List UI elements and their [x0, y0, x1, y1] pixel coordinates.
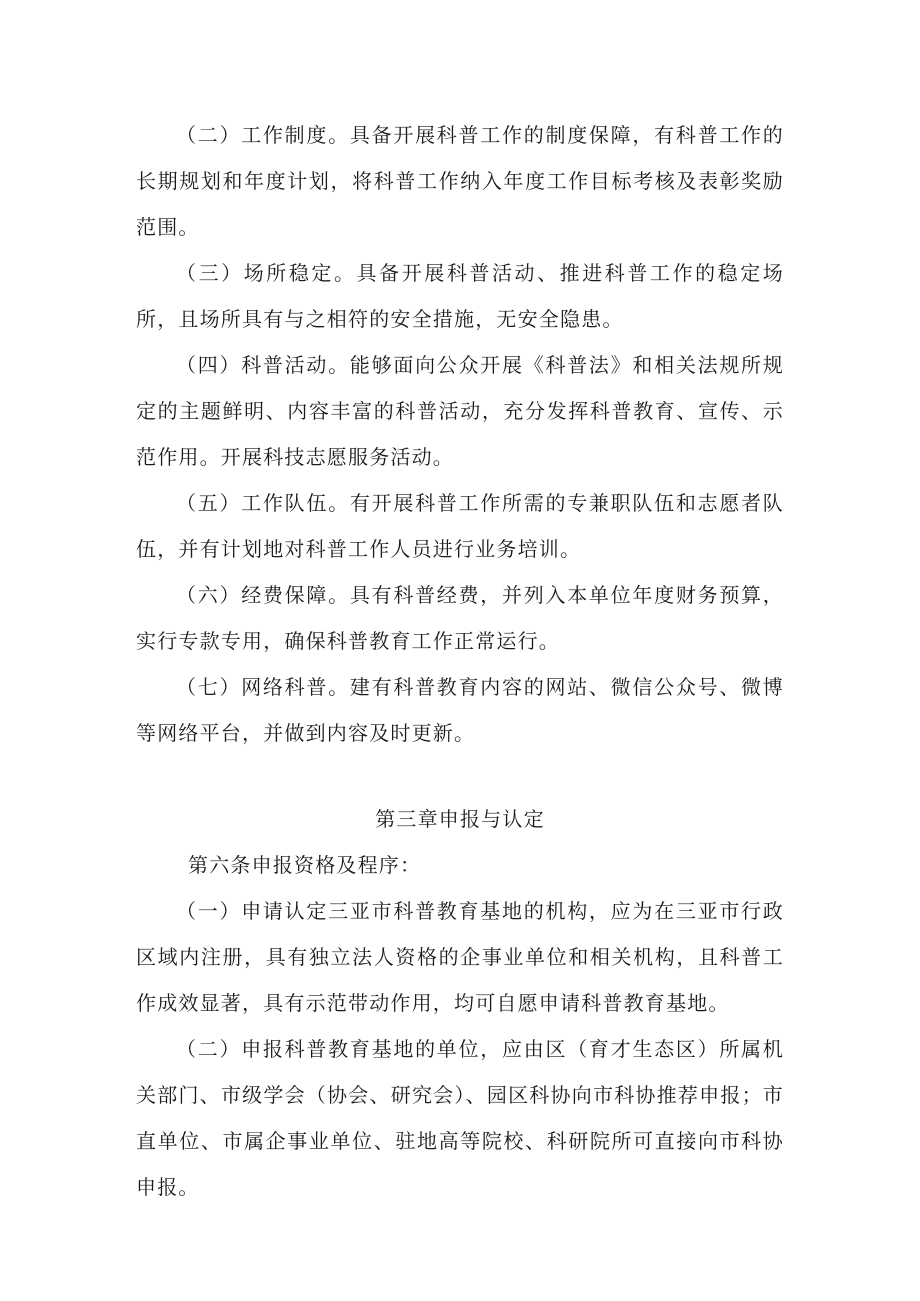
- paragraph-online-science: （七）网络科普。建有科普教育内容的网站、微信公众号、微博等网络平台，并做到内容及时更新。: [136, 675, 784, 745]
- chapter-title: 第三章申报与认定: [375, 807, 545, 831]
- document-body: [136, 112, 784, 1210]
- paragraph-work-team: （五）工作队伍。有开展科普工作所需的专兼职队伍和志愿者队伍，并有计划地对科普工作人员进行业务培训。: [136, 491, 784, 561]
- paragraph-stable-venue: （三）场所稳定。具备开展科普活动、推进科普工作的稳定场所，且场所具有与之相符的安全措施，无安全隐患。: [136, 261, 784, 331]
- article-heading: 第六条申报资格及程序：: [188, 853, 422, 877]
- paragraph-science-activities: （四）科普活动。能够面向公众开展《科普法》和相关法规所规定的主题鲜明、内容丰富的科普活动，充分发挥科普教育、宣传、示范作用。开展科技志愿服务活动。: [136, 353, 784, 469]
- paragraph-eligibility: （一）申请认定三亚市科普教育基地的机构，应为在三亚市行政区域内注册，具有独立法人资格的企事业单位和相关机构，且科普工作成效显著，具有示范带动作用，均可自愿申请科普教育基地。: [136, 899, 784, 1015]
- paragraph-funding: （六）经费保障。具有科普经费，并列入本单位年度财务预算，实行专款专用，确保科普教育工作正常运行。: [136, 583, 784, 653]
- paragraph-work-system: （二）工作制度。具备开展科普工作的制度保障，有科普工作的长期规划和年度计划，将科普工作纳入年度工作目标考核及表彰奖励范围。: [136, 123, 784, 239]
- paragraph-application-procedure: （二）申报科普教育基地的单位，应由区（育才生态区）所属机关部门、市级学会（协会、研究会）、园区科协向市科协推荐申报；市直单位、市属企事业单位、驻地高等院校、科研院所可直接向市科协申报。: [136, 1037, 784, 1199]
